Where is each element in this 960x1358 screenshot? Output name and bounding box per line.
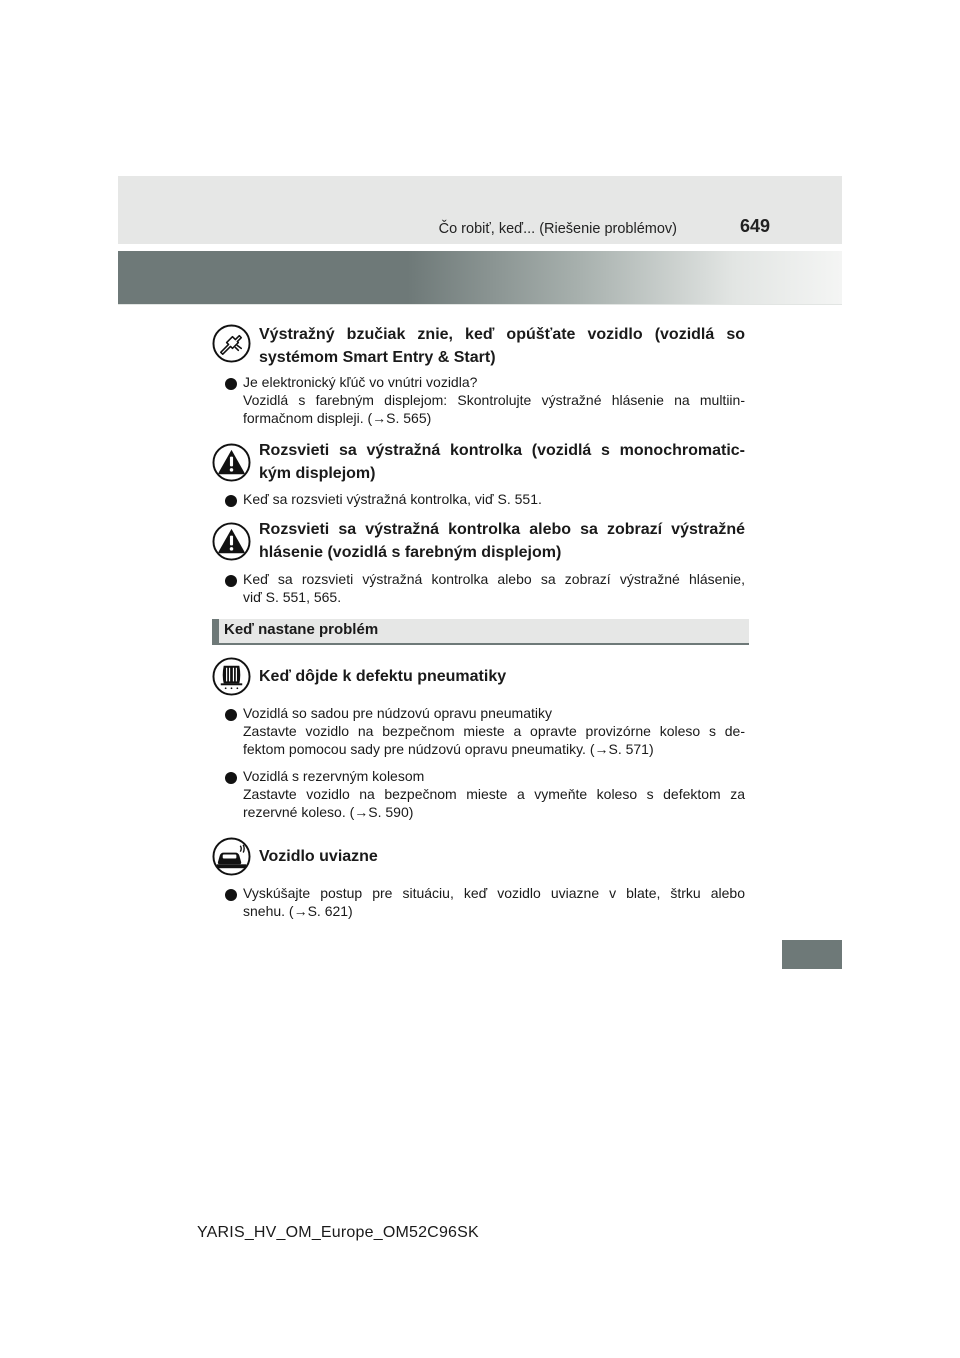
bullet-text: Keď sa rozsvieti výstražná kontrolka alebo sa zobrazí výstražné hlásenie, viď S. 551, 565. <box>243 571 745 605</box>
section-heading-underline <box>212 643 749 645</box>
bullet-text: Vozidlá so sadou pre núdzovú opravu pneumatiky Zastavte vozidlo na bezpečnom mieste a opravte provizórne koleso s de- fektom pomocou sady pre núdzovú opravu pneumatiky. (→S. 571) <box>243 705 745 757</box>
warning-triangle-icon <box>212 443 251 482</box>
section-heading-marker <box>212 619 219 643</box>
bullet-icon <box>225 495 237 507</box>
banner-divider <box>118 304 842 305</box>
bullet-icon <box>225 575 237 587</box>
chapter-banner <box>118 251 842 304</box>
key-alert-icon <box>212 324 251 363</box>
bullet-text: Keď sa rozsvieti výstražná kontrolka, viď S. 551. <box>243 491 542 507</box>
heading-warning-color: Rozsvieti sa výstražná kontrolka alebo sa zobrazí výstražné hlásenie (vozidlá s farebným displejom) <box>259 521 745 561</box>
stuck-vehicle-icon <box>212 837 251 876</box>
footer-doc-code: YARIS_HV_OM_Europe_OM52C96SK <box>197 1224 479 1241</box>
warning-triangle-icon <box>212 522 251 561</box>
flat-tire-icon <box>212 657 251 696</box>
bullet-icon <box>225 709 237 721</box>
heading-warning-mono: Rozsvieti sa výstražná kontrolka (vozidlá s monochromatic- kým displejom) <box>259 442 745 482</box>
bullet-text: Vyskúšajte postup pre situáciu, keď vozidlo uviazne v blate, štrku alebo snehu. (→S. 621) <box>243 885 745 919</box>
bullet-icon <box>225 772 237 784</box>
heading-flat-tire: Keď dôjde k defektu pneumatiky <box>259 668 507 685</box>
bullet-icon <box>225 378 237 390</box>
heading-stuck: Vozidlo uviazne <box>259 848 378 865</box>
bullet-text: Vozidlá s rezervným kolesom Zastavte vozidlo na bezpečnom mieste a vymeňte koleso s defektom za rezervné koleso. (→S. 590) <box>243 768 745 820</box>
bullet-icon <box>225 889 237 901</box>
page-number: 649 <box>740 216 771 236</box>
chapter-tab <box>782 940 842 969</box>
heading-key-alert: Výstražný bzučiak znie, keď opúšťate vozidlo (vozidlá so systémom Smart Entry & Start) <box>259 326 745 366</box>
bullet-text: Je elektronický kľúč vo vnútri vozidla? Vozidlá s farebným displejom: Skontrolujte výstražné hlásenie na multiin- formačnom displeji. (→S. 565) <box>243 374 745 426</box>
header-title: Čo robiť, keď... (Riešenie problémov) <box>438 221 677 237</box>
section-title: Keď nastane problém <box>224 621 379 638</box>
